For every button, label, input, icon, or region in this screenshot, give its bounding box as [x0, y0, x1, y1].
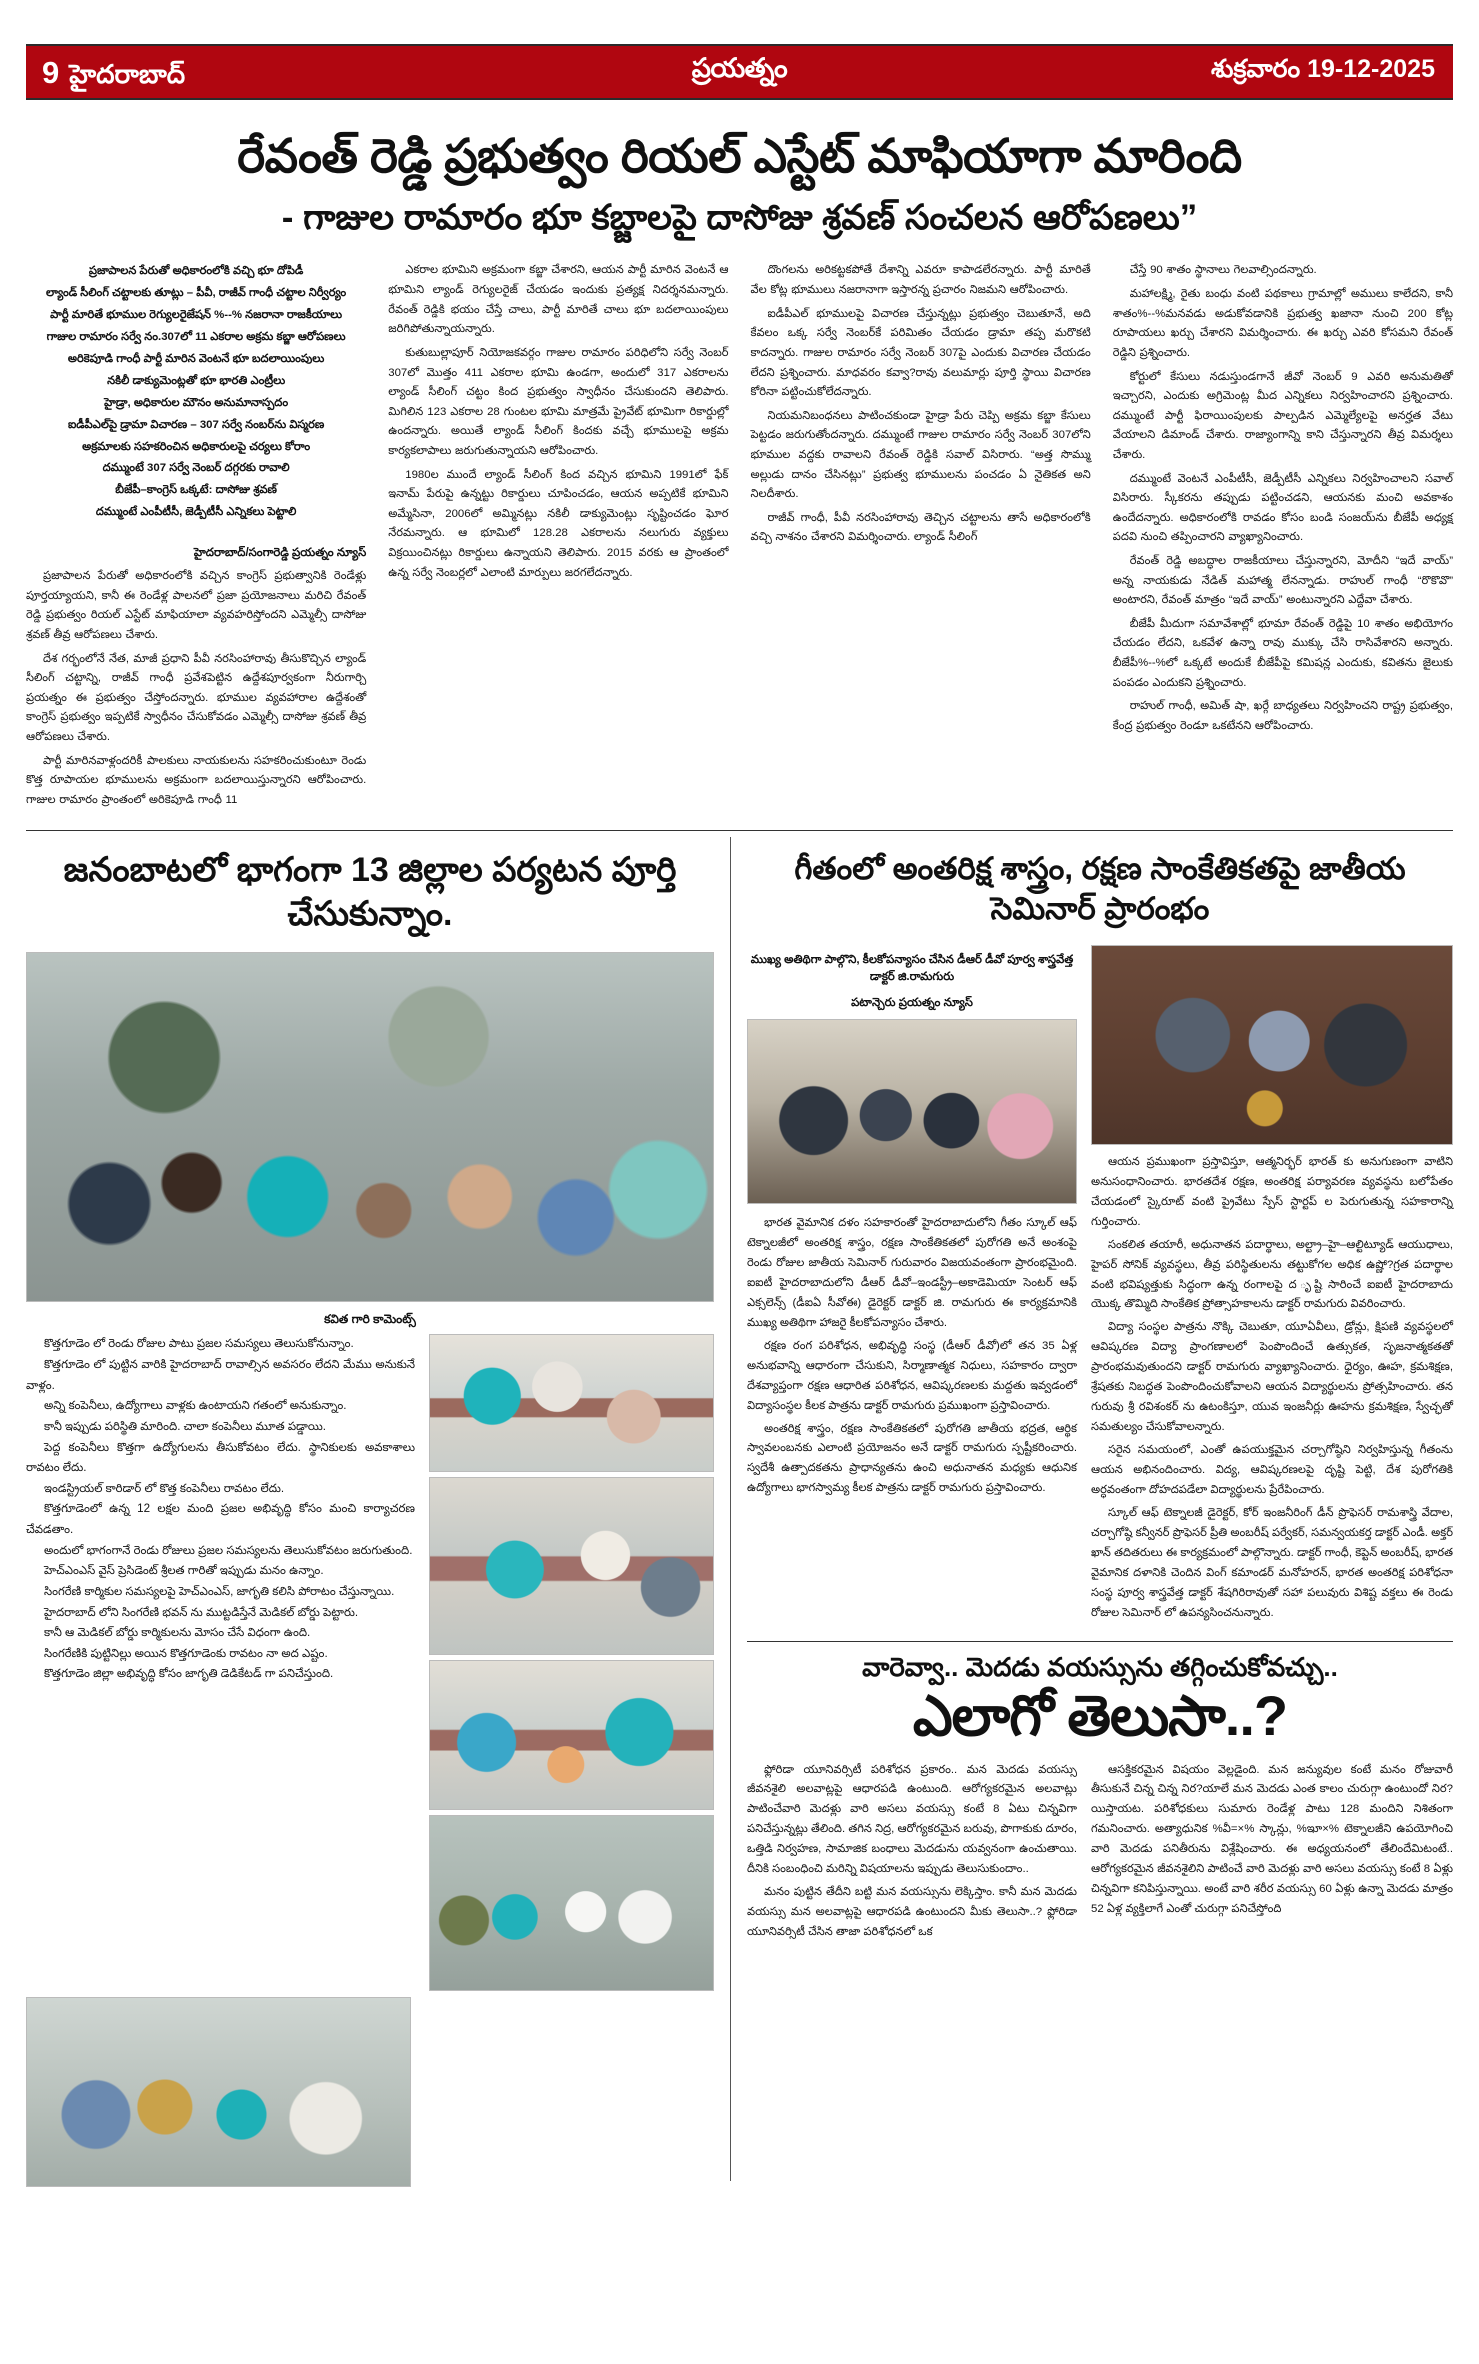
bullet-item: ఐడీపీఎల్‌పై డ్రామా విచారణ – 307 సర్వే నంబర్‌ను విస్మరణ [67, 418, 325, 431]
seminar-right-column [1091, 945, 1453, 1627]
lead-bullet-list [26, 261, 366, 524]
kavita-comments-caption: కవిత గారి కామెంట్స్ [324, 1312, 416, 1327]
paper-name: ప్రయత్నం [691, 53, 788, 83]
paragraph: ఆయన ప్రముఖంగా ప్రస్తావిస్తూ, ఆత్మనిర్భర్ భారత్ కు అనుగుణంగా వాటిని అనుసంధానించారు. భారతదేశ రక్షణ, అంతరిక్ష పర్యావరణ వ్యవస్థను బలోపేతం చేయడంలో స్కైరూట్ వంటి ప్రైవేటు స్పేస్ స్టార్టప్ ల పెరుగుతున్న సహకారాన్ని గుర్తించారు. [1091, 1155, 1453, 1228]
kavita-comments-text [26, 1334, 415, 1685]
lamp-lighting-photo [1091, 945, 1453, 1145]
paragraph: విద్యా సంస్థల పాత్రను నొక్కి చెబుతూ, యూఏవీలు, డ్రోన్లు, క్షిపణి వ్యవస్థలలో ఆవిష్కరణ విద్యా ప్రాంగణాలలో పెంపొందించే ఉత్సుకత, సృజనాత్మకతతో ప్రారంభమవుతుందని డాక్టర్ రామగురు వ్యాఖ్యానించారు. ధైర్యం, ఊహ, క్రమశిక్షణ, శ్రేషతకు నిబద్ధత పెంపొందించుకోవాలని ఆయన విద్యార్థులను ప్రోత్సహించారు. తన గురువు శ్రీ రవిశంకర్ ను ఉటంకిస్తూ, యువ ఇంజనీర్లు ఊహను క్రమశిక్షణ, స్వేచ్ఛతో సమతుల్యం చేసుకోవాలన్నారు. [1091, 1321, 1453, 1434]
page-number: 9 [42, 54, 60, 90]
lead-column-1 [26, 261, 366, 814]
paragraph: దమ్ముంటే వెంటనే ఎంపీటీసీ, జెడ్పీటీసీ ఎన్నికలు నిర్వహించాలని సవాల్ విసిరారు. స్కీకరను తప్పుడు పట్టించడని, ఆయనకు మంచి అవకాశం ఉందేదన్నారు. అధికారంలోకి రావడం కోసం బండి సంజయ్‌ను బీజేపీ అధ్యక్ష పదవి నుంచి తప్పించారని వ్యాఖ్యానించారు. [1112, 472, 1453, 544]
paragraph: రాహుల్ గాంధీ, అమిత్ షా, ఖర్గే బాధ్యతలు నిర్వహించని రాష్ట్ర ప్రభుత్వం, కేంద్ర ప్రభుత్వం రెండూ ఒకటేనని ఆరోపించారు. [1112, 700, 1453, 732]
paragraph: స్కూల్ ఆఫ్ టెక్నాలజీ డైరెక్టర్, కోర్ ఇంజనీరింగ్ డీన్ ప్రొఫెసర్ రామశాస్త్రి వేదాల, చర్చాగోష్ఠి కన్వీనర్ ప్రొఫెసర్ ప్రీతి అంబరీష్ పర్వేకర్, సమన్వయకర్త డాక్టర్ ఎండీ. అక్తర్ ఖాన్ తదితరులు ఈ కార్యక్రమంలో పాల్గొన్నారు. డాక్టర్ గాంధీ, కెప్టెన్ అంబరీష్, భారత వైమానిక దళానికి చెందిన వింగ్ కమాండర్ మనోహరన్, భారత అంతరిక్ష పరిశోధనా సంస్థ పూర్వ శాస్త్రవేత్త డాక్టర్ శేషగిరిరావుతో సహా పలువురు విశిష్ట వక్తలు ఈ రెండు రోజుల సెమినార్ లో ఉపన్యసించనున్నారు. [1091, 1507, 1453, 1619]
women-meeting-photo [26, 1997, 411, 2187]
paragraph: సింగరేణికి పుట్టినిల్లు అయిన కొత్తగూడెంకు రావటం నా అద ఎష్టం. [44, 1646, 328, 1660]
felicitation-photo [747, 1019, 1077, 1204]
seminar-byline: పటాన్చెరు ప్రయత్నం న్యూస్ [851, 995, 973, 1009]
lead-col4-text [1113, 261, 1453, 736]
paragraph: ఇండస్ట్రియల్ కారిడార్ లో కొత్త కంపెనీలు రావటం లేదు. [44, 1481, 285, 1495]
seminar-top-row [747, 945, 1453, 1627]
paragraph: నియమనిబంధనలు పాటించకుండా హైడ్రా పేరు చెప్పి అక్రమ కబ్జా కేసులు పెట్టడం జరుగుతోందన్నారు. దమ్ముంటే గాజుల రామారం సర్వే నెంబర్ 307లోని భూముల వద్దకు రావాలని రేవంత్ రెడ్డికి సవాల్ విసిరారు. “అత్త సొమ్ము అల్లుడు దానం చేసినట్లు” ప్రభుత్వ భూములను పంచడం ఏ నైతికత అని నిలదీశారు. [750, 409, 1091, 501]
lead-subheadline: - గాజుల రామారం భూ కబ్జాలపై దాసోజు శ్రవణ్ సంచలన ఆరోపణలు” [281, 198, 1198, 238]
bullet-item: హైడ్రా, అధికారుల మౌనం అనుమానాస్పదం [104, 396, 289, 409]
lower-section [26, 831, 1453, 2187]
paragraph: కొత్తగూడెంలో ఉన్న 12 లక్షల మంది ప్రజల అభివృద్ధి కోసం మంచి కార్యాచరణ చేవడతాం. [26, 1502, 415, 1537]
bullet-item: గాజుల రామారం సర్వే నం.307లో 11 ఎకరాల అక్రమ కబ్జా ఆరోపణలు [46, 331, 346, 344]
hospital-bedside-visit-photo [429, 1334, 714, 1472]
edition-name: హైదరాబాద్ [69, 58, 186, 89]
brain-headline: ఎలాగో తెలుసా..? [912, 1683, 1288, 1747]
brain-body-row [747, 1761, 1453, 1947]
seminar-left-column [747, 945, 1077, 1503]
photo-label [748, 1189, 1076, 1199]
paragraph: ఐడీపీఎల్ భూములపై విచారణ చేస్తున్నట్లు ప్రభుత్వం చెబుతూనే, అది కేవలం ఒక్క సర్వే నెంబర్‌కే పరిమితం చేయడం డ్రామా తప్ప మరొకటి కాదన్నారు. గాజుల రామారం సర్వే నెంబర్ 307పై ఎందుకు విచారణ చేయడం లేదని ప్రశ్నించారు. మాధవరం కవ్వా?రావు వలుమార్లు పూర్తి స్థాయి విచారణ కోరినా పట్టించుకోలేదన్నారు. [750, 307, 1091, 399]
bullet-item: దమ్ముంటే 307 సర్వే నెంబర్ దగ్గరకు రావాలి [102, 462, 290, 475]
paragraph: కొత్తగూడెం లో రెండు రోజుల పాటు ప్రజల సమస్యలు తెలుసుకోనున్నాం. [44, 1337, 354, 1351]
paragraph: రేవంత్ రెడ్డి అబద్ధాల రాజకీయాలు చేస్తున్నారని, మోదీని “ఇదే వాయ్” అన్న నాయకుడు నేడిత్ మహాత్మ లేనన్నాడు. రాహుల్ గాంధీ “రొకొవొ” అంటారని, రేవంత్ మాత్రం “ఇదే వాయ్” అంటున్నారని ఎద్దేవా చేశారు. [1112, 554, 1453, 607]
paragraph: ఆసక్తికరమైన విషయం వెల్లడైంది. మన జన్యువుల కంటే మనం రోజువారీ తీసుకునే చిన్న చిన్న నిర?యాలే మన మెదడు ఎంత కాలం చురుగ్గా ఉంటుందో నిర?యిస్తాయట. పరిశోధకులు సుమారు రెండేళ్ల పాటు 128 మందిని నిశితంగా గమనించారు. అత్యాధునిక %వీ=×% స్కాన్లు, %ఇూ×% టెక్నాలజీని ఉపయోగించి వారి మెదడు పనితీరును విశ్లేషించారు. ఈ అధ్యయనంలో తేలిందేమిటంటే.. ఆరోగ్యకరమైన జీవనశైలిని పాటించే వారి మెదళ్లు వారి అసలు వయస్సు కంటే 8 ఏళ్లు చిన్నవిగా కనిపిస్తున్నాయి. అంటే వారి శరీర వయస్సు 60 ఏళ్లు ఉన్నా మెదడు మాత్రం 52 ఏళ్ల వ్యక్తిలాగే ఎంతో చురుగ్గా పనిచేస్తోంది [1091, 1763, 1453, 1916]
bullet-item: బీజేపీ–కాంగ్రెస్ ఒక్కటే: దాసోజు శ్రవణ్ [115, 484, 277, 497]
kavita-text-photo-row [26, 1334, 714, 1991]
paragraph: సంకలిత తయారీ, అధునాతన పదార్థాలు, అల్ట్రా–హై–ఆల్టిట్యూడ్ ఆయుధాలు, హైపర్ సోనిక్ వ్యవస్థలు, తీవ్ర పరిస్థితులను తట్టుకోగల అధిక ఉష్ణో?గ్రత పదార్థాల వంటి భవిష్యత్తుకు సిద్ధంగా ఉన్న రంగాలపై ద ృష్టి సారించే ఐఐటీ హైదరాబాదు యొక్క తొమ్మిది సాంకేతిక ప్రోత్సాహకాలను డాక్టర్ రామగురు వివరించారు. [1091, 1238, 1453, 1311]
brain-right-column [1091, 1761, 1453, 1924]
paragraph: ఎకరాల భూమిని అక్రమంగా కబ్జా చేశారని, ఆయన పార్టీ మారిన వెంటనే ఆ భూమిని ల్యాండ్ రెగ్యులరైజ్ చేయడం ఇందుకు ప్రత్యక్ష నిదర్శనమన్నారు. రేవంత్ రెడ్డికి భయం చేస్తే చాలు, పార్టీ మారితే చాలు భూ బదలాయింపులు జరిగిపోతున్నాయన్నారు. [388, 264, 729, 336]
paragraph: పెద్ద కంపెనీలు కొత్తగా ఉద్యోగులను తీసుకోవటం లేదు. స్థానికులకు అవకాశాలు రావటం లేదు. [26, 1440, 415, 1475]
bullet-item: అరికెపూడి గాంధీ పార్టీ మారిన వెంటనే భూ బదలాయింపులు [67, 353, 325, 366]
paragraph: హెచ్ఎంఎస్ వైస్ ప్రెసిడెంట్ శ్రీలత గారితో ఇప్పుడు మనం ఉన్నాం. [44, 1564, 324, 1578]
icu-monitor-visit-photo [429, 1660, 714, 1810]
hospital-photo-column [429, 1334, 714, 1991]
paragraph: ప్రజాపాలన పేరుతో అధికారంలోకి వచ్చిన కాంగ్రెస్ ప్రభుత్వానికి రెండేళ్లు పూర్తయ్యాయని, కానీ ఈ రెండేళ్ల పాలనలో ప్రజా ప్రయోజనాలు మరిచి రేవంత్ రెడ్డి ప్రభుత్వం రియల్ ఎస్టేట్ మాఫియాలా వ్యవహరిస్తోందని ఎమ్మెల్సీ దాసోజు శ్రవణ్ తీవ్ర ఆరోపణలు చేశారు. [26, 570, 367, 641]
seminar-left-text [747, 1214, 1077, 1499]
photo-label [430, 1976, 713, 1986]
paragraph: భారత వైమానిక దళం సహకారంతో హైదరాబాదులోని గీతం స్కూల్ ఆఫ్ టెక్నాలజీలో అంతరిక్ష శాస్త్రం, రక్షణ సాంకేతికతలో పురోగతి అనే అంశంపై రెండు రోజుల జాతీయ సెమినార్ గురువారం విజయవంతంగా ప్రారంభమైంది. ఐఐటీ హైదరాబాదులోని డీఆర్ డీవో–ఇండస్ట్రీ–అకాడెమియా సెంటర్ ఆఫ్ ఎక్సలెన్స్ (డీఐఏ సీవోఈ) డైరెక్టర్ డాక్టర్ జి. రామగురు ఈ కార్యక్రమానికి ముఖ్య అతిథిగా హాజరై కీలకోపన్యాసం చేశారు. [747, 1216, 1077, 1329]
photo-label [27, 2172, 410, 2182]
lead-col2-text [388, 261, 728, 583]
byline: హైదరాబాద్/సంగారెడ్డి ప్రయత్నం న్యూస్ [193, 546, 367, 560]
paragraph: సింగరేణి కార్మికుల సమస్యలపై హెచ్ఎంఎస్, జాగృతి కలిసి పోరాటం చేస్తున్నాయి. [44, 1584, 395, 1598]
paragraph: కొత్తగూడెం జిల్లా అభివృద్ధి కోసం జాగృతి డెడికేటడ్ గా పనిచేస్తుంది. [44, 1667, 334, 1681]
photo-label [1092, 1130, 1452, 1140]
lead-headline: రేవంత్ రెడ్డి ప్రభుత్వం రియల్ ఎస్టేట్ మాఫియాగా మారింది [237, 129, 1242, 182]
photo-label [430, 1795, 713, 1805]
seminar-right-text [1091, 1153, 1453, 1624]
kavita-crowd-greeting-photo [26, 952, 714, 1302]
lead-column-4 [1113, 261, 1453, 740]
date-line: శుక్రవారం 19-12-2025 [1211, 54, 1435, 83]
bullet-item: ప్రజాపాలన పేరుతో అధికారంలోకి వచ్చి భూ దోపిడీ [88, 265, 304, 278]
photo-label [27, 1287, 713, 1297]
paragraph: రక్షణ రంగ పరిశోధన, అభివృద్ధి సంస్థ (డీఆర్ డీవో)లో తన 35 ఏళ్ల అనుభవాన్ని ఆధారంగా చేసుకుని, సిర్మాణాత్మక నిధులు, సహకారం ద్వారా దేశవ్యాప్తంగా రక్షణ ఆధారిత పరిశోధన, ఆవిష్కరణలకు మద్దతు ఇవ్వడంలో విద్యాసంస్థల కీలక పాత్రను డాక్టర్ రామగురు ప్రముఖంగా ప్రస్తావించారు. [747, 1339, 1077, 1412]
paragraph: కానీ ఆ మెడికల్ బోర్డు కార్మికులను మోసం చేసే విధంగా ఉంది. [44, 1626, 311, 1640]
doctors-interaction-photo [429, 1815, 714, 1991]
paragraph: 1980ల ముందే ల్యాండ్ సీలింగ్ కింద వచ్చిన భూమిని 1991లో ఫేక్ ఇనామ్ పేరుపై ఉన్నట్టు రికార్డులు చూపించడం, ఆయన అప్పటికే భూమిని అమ్మేసినా, 2006లో అమ్మినట్లు నకిలీ డాక్యుమెంట్లు సృష్టించడం ఘోర నేరమన్నారు. ఆ భూమిలో 128.28 ఎకరాలను నలుగురు వ్యక్తులు విక్రయించినట్లు రికార్డులు ఉన్నాయని తెలిపారు. 2015 వరకు ఆ ప్రాంతంలో ఉన్న సర్వే నెంబర్లలో ఎలాంటి మార్పులు జరగలేదన్నారు. [388, 468, 729, 579]
photo-label [430, 1640, 713, 1650]
paragraph: దొంగలను అరికట్టకపోతే దేశాన్ని ఎవరూ కాపాడలేరన్నారు. పార్టీ మారితే వేల కోట్ల భూములు నజరానాగా ఇస్తారన్న ప్రచారం నిజమని ఆరోపించారు. [750, 264, 1091, 297]
paragraph: కుతుబుల్లాపూర్ నియోజకవర్గం గాజుల రామారం పరిధిలోని సర్వే నెంబర్ 307లో మొత్తం 411 ఎకరాల భూమి ఉండగా, అందులో 317 ఎకరాలను ల్యాండ్ సీలింగ్ చట్టం కింద ప్రభుత్వం స్వాధీనం చేసుకుందని తెలిపారు. మిగిలిన 123 ఎకరాల 28 గుంటల భూమి మాత్రమే ప్రైవేట్ భూమిగా రికార్డుల్లో ఉందన్నారు. అయితే ల్యాండ్ సీలింగ్ కిందకు వచ్చే భూములపై అక్రమ కార్యకలాపాలు జరుగుతున్నాయని ఆరోపించారు. [388, 346, 729, 457]
bullet-item: అక్రమాలకు సహకరించిన అధికారులపై చర్యలు కోరాం [82, 440, 311, 453]
bullet-item: ల్యాండ్ సీలింగ్ చట్టాలకు తూట్లు – పీవీ, రాజీవ్ గాంధీ చట్టాల నిర్వీర్యం [46, 287, 347, 300]
seminar-headline: గీతంలో అంతరిక్ష శాస్త్రం, రక్షణ సాంకేతికతపై జాతీయ సెమినార్ ప్రారంభం [794, 851, 1406, 927]
paragraph: ఫ్లోరిడా యూనివర్సిటీ పరిశోధన ప్రకారం.. మన మెదడు వయస్సు జీవనశైలి అలవాట్లపై ఆధారపడి ఉంటుంది. ఆరోగ్యకరమైన అలవాట్లు పాటించేవారి మెదళ్లు వారి అసలు వయస్సు కంటే 8 ఏటు చిన్నవిగా పనిచేస్తున్నట్లు తేలింది. తగిన నిద్ర, ఆరోగ్యకరమైన బరువు, పొగాకుకు దూరం, ఒత్తిడి నిర్వహణ, సామాజిక బంధాలు మెదడును యవ్వనంగా ఉంచుతాయి. దీనికి సంబంధించి మరిన్ని విషయాలను ఇప్పుడు తెలుసుకుందాం.. [747, 1763, 1077, 1876]
paragraph: రాజీవ్ గాంధీ, పీవీ నరసింహారావు తెచ్చిన చట్టాలను తాసే అధికారంలోకి వచ్చి నాశనం చేశారని విమర్శించారు. ల్యాండ్ సీలింగ్ [750, 511, 1091, 544]
lead-col3-text [751, 261, 1091, 548]
paragraph: బీజేపీ మీదుగా సమావేశాల్లో భూమా రేవంత్ రెడ్డిపై 10 శాతం అభియోగం చేయడం లేదని, ఒకవేళ ఉన్నా రావు ముక్కు చేసి రాసివేశారని అన్నారు. బీజేపీ%--%లో ఒక్కటే అందుకే బీజేపీపై కమిషన్ల ఎందుకు, కవితను జైలుకు పంపడం ఎందుకని ప్రశ్నించారు. [1112, 617, 1453, 689]
paragraph: అంతరిక్ష శాస్త్రం, రక్షణ సాంకేతికతలో పురోగతి జాతీయ భద్రత, ఆర్థిక స్వావలంబనకు ఎలాంటి ప్రయోజనం అనే డాక్టర్ రామగురు స్పష్టీకరించారు. స్వదేశీ ఉత్పాదకతను ప్రాధాన్యతను ఉంచి అధునాతన మధ్యకు ఆధునిక ఉద్యోగాలు భాగస్వామ్య కీలక పాత్రను డాక్టర్ రామగురు ప్రస్తావించారు. [747, 1422, 1077, 1495]
wheelchair-patient-visit-photo [429, 1477, 714, 1655]
paragraph: అందులో భాగంగానే రెండు రోజులు ప్రజల సమస్యలను తెలుసుకోవటం జరుగుతుంది. [44, 1543, 413, 1557]
paragraph: చేస్తే 90 శాతం స్థానాలు గెలవాల్సిందన్నారు. [1129, 264, 1317, 277]
masthead-region [26, 0, 1453, 100]
bullet-item: పార్టీ మారితే భూముల రెగ్యులరైజేషన్ %--% నజరానా రాజకీయాలు [50, 309, 343, 322]
paragraph: దేశ గర్భంలోనే నేత, మాజీ ప్రధాని పీవీ నరసింహారావు తీసుకొచ్చిన ల్యాండ్ సీలింగ్ చట్టాన్ని, రాజీవ్ గాంధీ ప్రవేశపెట్టిన ఉద్దేశపూర్వకంగా నీరుగార్చి ప్రయత్నం ఈ ప్రభుత్వం చేస్తోందన్నారు. భూముల వ్యవహారాల ఉద్దేశంతో కాంగ్రెస్ ప్రభుత్వం ఇప్పటికే స్వాధీనం చేసుకోవడం ఎమ్మెల్సీ దాసోజు శ్రవణ్ తీవ్ర ఆరోపణలు చేశారు. [26, 652, 367, 744]
brain-left-column [747, 1761, 1077, 1947]
paragraph: కోర్టులో కేసులు నడుస్తుండగానే జీవో నెంబర్ 9 ఎవరి అనుమతితో ఇచ్చారని, ఎందుకు అగ్రిమెంట్ల మీద ఎన్నికలు నిర్వహించారని ప్రశ్నించారు. దమ్ముంటే పార్టీ ఫిరాయింపులకు పాల్పడిన ఎమ్మెల్యేలపై అనర్హత వేటు వేయాలని డిమాండ్ చేశారు. రాజ్యాంగాన్ని కాని చేస్తున్నారని తీవ్ర విమర్శలు చేశారు. [1112, 370, 1453, 461]
right-column-region [731, 831, 1453, 2187]
paragraph: పార్టీ మారినవాళ్లందరికీ పాలకులు నాయకులను సహకరించుకుంటూ రెండు కొత్త రూపాయల భూములను అక్రమంగా బదలాయిస్తున్నారని ఆరోపించారు. గాజుల రామారం ప్రాంతంలో అరికెపూడి గాంధీ 11 [26, 754, 367, 806]
brain-section-divider [747, 1641, 1453, 1642]
lead-column-2 [388, 261, 728, 587]
paragraph: అన్ని కంపెనీలు, ఉద్యోగాలు వాళ్లకు ఉంటాయని గతంలో అనుకున్నాం. [44, 1399, 347, 1413]
paragraph: మనం పుట్టిన తేదీని బట్టి మన వయస్సును లెక్కిస్తాం. కానీ మన మెదడు వయస్సు మన అలవాట్లపై ఆధారపడి ఉంటుందని మీకు తెలుసా..? ఫ్లోరిడా యూనివర్సిటీ చేసిన తాజా పరిశోధనలో ఒక [747, 1886, 1077, 1939]
lead-article-body [26, 261, 1453, 814]
paragraph: హైదరాబాద్ లోని సింగరేణి భవన్ ను ముట్టడిస్తేనే మెడికల్ బోర్డు పెట్టారు. [44, 1605, 359, 1619]
masthead-bar [26, 44, 1453, 100]
janambata-article [26, 831, 730, 2187]
brain-kicker: వారెవ్వా.. మెదడు వయస్సును తగ్గించుకోవచ్చు.. [862, 1651, 1338, 1682]
paragraph: మహాలక్ష్మి, రైతు బంధు వంటి పథకాలు గ్రామాల్లో అములు కాలేదని, కానీ శాతం%--%మనవడు అడుకోవడానికి ప్రభుత్వ ఖజానా నుంచి 200 కోట్ల రూపాయలు ఖర్చు చేశారని విమర్శించారు. ఈ ఖర్చు ఎవరి కోసమని రేవంత్ రెడ్డిని ప్రశ్నించారు. [1112, 288, 1453, 359]
paragraph: కానీ ఇప్పుడు పరిస్థితి మారింది. చాలా కంపెనీలు మూత పడ్డాయి. [44, 1419, 327, 1433]
paragraph: సరైన సమయంలో, ఎంతో ఉపయుక్తమైన చర్చాగోష్ఠిని నిర్వహిస్తున్న గీతంను ఆయన అభినందించారు. విద్య, ఆవిష్కరణలపై దృష్టి పెట్టి, దేశ పురోగతికి అర్ధవంతంగా దోహదపడేలా విద్యార్థులను ప్రేరేపించారు. [1091, 1444, 1453, 1497]
bullet-item: దమ్ముంటే ఎంపీటీసీ, జెడ్పీటీసీ ఎన్నికలు పెట్టాలి [95, 506, 297, 519]
bullet-item: నకిలీ డాక్యుమెంట్లతో భూ భారతి ఎంట్రీలు [107, 374, 286, 387]
janambata-headline: జనంబాటలో భాగంగా 13 జిల్లాల పర్యటన పూర్తి చేసుకున్నాం. [63, 851, 677, 933]
lead-column-3 [751, 261, 1091, 552]
paragraph: కొత్తగూడెం లో పుట్టిన వారికి హైదరాబాద్ రావాల్సిన అవసరం లేదని మేము అనుకునే వాళ్లం. [26, 1358, 415, 1392]
lead-col1-text [26, 567, 366, 810]
seminar-photo-caption: ముఖ్య అతిథిగా పాల్గొని, కీలకోపన్యాసం చేసిన డీఆర్ డీవో పూర్వ శాస్త్రవేత్త డాక్టర్ జి.రామగురు [750, 952, 1074, 984]
photo-label [430, 1457, 713, 1467]
